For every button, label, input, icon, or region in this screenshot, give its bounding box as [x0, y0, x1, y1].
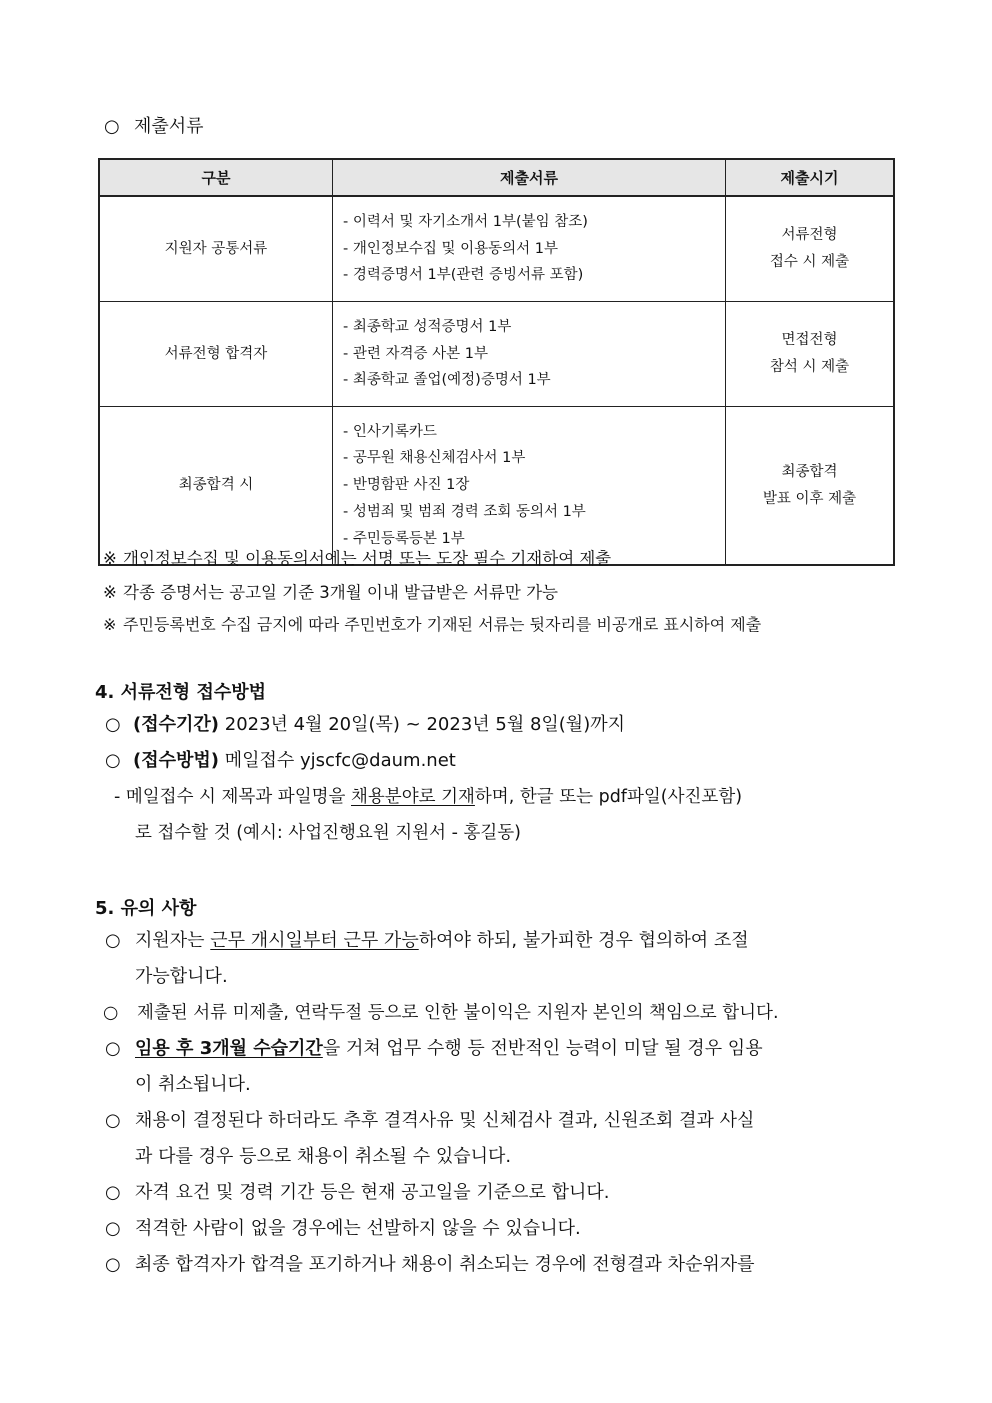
list-item: - 최종학교 성적증명서 1부: [343, 318, 512, 335]
list-item: - 성범죄 및 범죄 경력 조회 동의서 1부: [343, 503, 586, 520]
row-timing: 면접전형 참석 시 제출: [726, 302, 895, 407]
docs-section-title: ○ 제출서류: [104, 116, 204, 137]
notice-item: ○ 적격한 사람이 없을 경우에는 선발하지 않을 수 있습니다.: [105, 1218, 581, 1239]
table-row: [99, 302, 894, 407]
circle-bullet-icon: ○: [105, 1110, 121, 1131]
period-line: ○ (접수기간) 2023년 4월 20일(목) ~ 2023년 5월 8일(월)까지: [105, 714, 625, 735]
circle-bullet-icon: ○: [105, 1254, 121, 1275]
circle-bullet-icon: ○: [105, 714, 121, 735]
notice-item: ○ 제출된 서류 미제출, 연락두절 등으로 인한 불이익은 지원자 본인의 책임으로 합니다.: [103, 1003, 779, 1023]
table-header-timing: 제출시기: [726, 159, 895, 196]
list-item: - 경력증명서 1부(관련 증빙서류 포함): [343, 267, 584, 284]
method-detail-line-2: 로 접수할 것 (예시: 사업진행요원 지원서 - 홍길동): [135, 823, 521, 843]
circle-bullet-icon: ○: [104, 116, 120, 137]
note-line: ※ 주민등록번호 수집 금지에 따라 주민번호가 기재된 서류는 뒷자리를 비공개로 표시하여 제출: [103, 615, 762, 634]
list-item: - 인사기록카드: [343, 423, 437, 440]
row-category: 최종합격 시: [99, 407, 333, 566]
list-item: - 주민등록등본 1부: [343, 530, 465, 547]
list-item: - 반명함판 사진 1장: [343, 477, 470, 494]
row-items: [333, 196, 726, 302]
notice-item-cont: 과 다를 경우 등으로 채용이 취소될 수 있습니다.: [135, 1146, 512, 1167]
row-category: 서류전형 합격자: [99, 302, 333, 407]
table-row: [99, 196, 894, 302]
notice-item: ○ 채용이 결정된다 하더라도 추후 결격사유 및 신체검사 결과, 신원조회 결과 사실: [105, 1110, 755, 1131]
row-items: [333, 407, 726, 566]
note-line: ※ 각종 증명서는 공고일 기준 3개월 이내 발급받은 서류만 가능: [103, 583, 558, 602]
list-item: - 공무원 채용신체검사서 1부: [343, 450, 526, 467]
table-row: [99, 407, 894, 566]
list-item: - 개인정보수집 및 이용동의서 1부: [343, 240, 558, 257]
list-item: - 이력서 및 자기소개서 1부(붙임 참조): [343, 213, 588, 230]
row-timing: 서류전형 접수 시 제출: [726, 196, 895, 302]
method-detail-line: - 메일접수 시 제목과 파일명을 채용분야로 기재하며, 한글 또는 pdf파일(사진포함): [114, 787, 743, 807]
notice-item-cont: 이 취소됩니다.: [135, 1074, 251, 1095]
documents-table: [98, 158, 895, 566]
table-header-row: [99, 159, 894, 196]
row-category: 지원자 공통서류: [99, 196, 333, 302]
row-timing: 최종합격 발표 이후 제출: [726, 407, 895, 566]
list-item: - 관련 자격증 사본 1부: [343, 345, 488, 362]
circle-bullet-icon: ○: [103, 1003, 119, 1023]
row-items: [333, 302, 726, 407]
notice-item: ○ 지원자는 근무 개시일부터 근무 가능하여야 하되, 불가피한 경우 협의하여 조절: [105, 930, 749, 951]
circle-bullet-icon: ○: [105, 1218, 121, 1239]
table-header-category: 구분: [99, 159, 333, 196]
table-header-documents: 제출서류: [333, 159, 726, 196]
notice-item-cont: 가능합니다.: [135, 966, 228, 987]
method-line: ○ (접수방법) 메일접수 yjscfc@daum.net: [105, 750, 456, 771]
circle-bullet-icon: ○: [105, 1038, 121, 1059]
section-4-title: 4. 서류전형 접수방법: [95, 682, 266, 703]
reference-mark-icon: ※: [103, 549, 117, 568]
section-5-title: 5. 유의 사항: [95, 898, 197, 919]
reference-mark-icon: ※: [103, 615, 117, 634]
notice-item: ○ 최종 합격자가 합격을 포기하거나 채용이 취소되는 경우에 전형결과 차순위자를: [105, 1254, 755, 1275]
circle-bullet-icon: ○: [105, 750, 121, 771]
list-item: - 최종학교 졸업(예정)증명서 1부: [343, 372, 551, 389]
circle-bullet-icon: ○: [105, 1182, 121, 1203]
note-line: ※ 개인정보수집 및 이용동의서에는 서명 또는 도장 필수 기재하여 제출: [103, 549, 612, 568]
notice-item: ○ 자격 요건 및 경력 기간 등은 현재 공고일을 기준으로 합니다.: [105, 1182, 610, 1203]
reference-mark-icon: ※: [103, 583, 117, 602]
notice-item: ○ 임용 후 3개월 수습기간을 거쳐 업무 수행 등 전반적인 능력이 미달 될 경우 임용: [105, 1038, 763, 1059]
circle-bullet-icon: ○: [105, 930, 121, 951]
